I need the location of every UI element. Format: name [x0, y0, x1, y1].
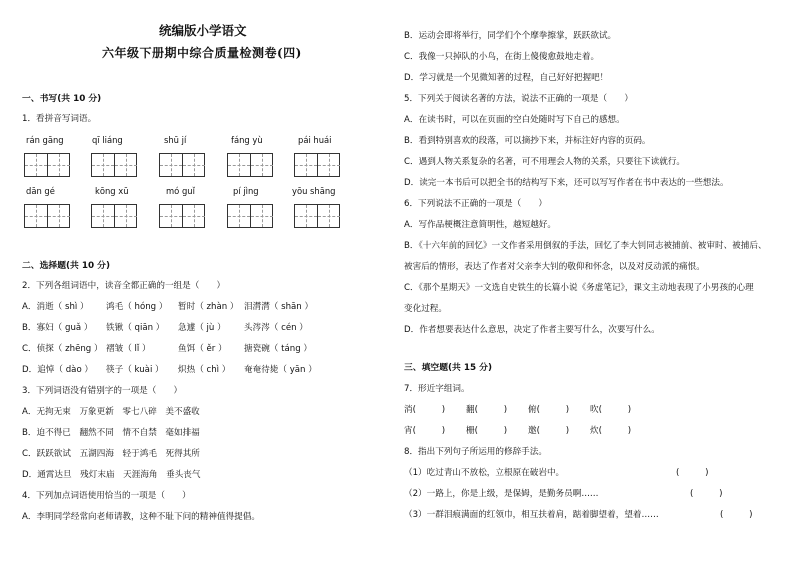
answer-blank[interactable]: ( ) — [720, 510, 753, 520]
question-1: 1．看拼音写词语。 — [22, 114, 97, 124]
answer-blank[interactable]: ( ) — [690, 489, 723, 499]
option-text: C．跃跃欲试 五湖四海 轻于鸿毛 死得其所 — [22, 449, 200, 459]
section-heading-choice: 二、选择题(共 10 分) — [22, 261, 110, 271]
pinyin-label: pí jìng — [233, 186, 259, 196]
question-4: 4．下列加点词语使用恰当的一项是（ ） — [22, 491, 191, 501]
question-3: 3．下列词语没有错别字的一项是（ ） — [22, 386, 183, 396]
option-text: B．《十六年前的回忆》一文作者采用倒叙的手法，回忆了李大钊同志被捕前、被审时、被捕后、 — [404, 241, 767, 251]
option-text: 鱼饵（ ěr ） — [178, 344, 227, 354]
option-text: 铁锹（ qiān ） — [106, 323, 165, 333]
option-text: A．消逝（ shì ） — [22, 302, 89, 312]
writing-grid[interactable] — [24, 153, 70, 177]
option-text: D．读完一本书后可以把全书的结构写下来，还可以写写作者在书中表达的一些想法。 — [404, 178, 729, 188]
question-5: 5．下列关于阅读名著的方法，说法不正确的一项是（ ） — [404, 94, 633, 104]
option-text: 奄奄待毙（ yān ） — [244, 365, 317, 375]
option-text: 头涔涔（ cén ） — [244, 323, 308, 333]
answer-blank[interactable]: ( ) — [676, 468, 709, 478]
pinyin-label: dān gé — [26, 186, 55, 196]
writing-grid[interactable] — [294, 204, 340, 228]
pinyin-label: shū jí — [164, 135, 187, 145]
option-text: 急遽（ jù ） — [178, 323, 226, 333]
option-text: C．我像一只掉队的小鸟，在街上傻傻愈鼓地走着。 — [404, 52, 600, 62]
option-text: B．看到特别喜欢的段落，可以摘抄下来，并标注好内容的页码。 — [404, 136, 651, 146]
pinyin-label: mó guǐ — [166, 186, 195, 196]
option-text: A．写作品梗概注意简明性，越短越好。 — [404, 220, 556, 230]
word-blank[interactable]: 邀( ) — [528, 426, 570, 436]
word-blank[interactable]: 翻( ) — [466, 405, 508, 415]
option-text: C．侦探（ zhēng ） — [22, 344, 103, 354]
page-subtitle: 六年级下册期中综合质量检测卷(四) — [102, 46, 302, 60]
option-text: C．遇到人物关系复杂的名著，可不用理会人物的关系，只要往下读就行。 — [404, 157, 686, 167]
pinyin-label: rán gāng — [26, 135, 64, 145]
writing-grid[interactable] — [227, 204, 273, 228]
option-text: A．无拘无束 万象更新 零七八碎 美不盛收 — [22, 407, 200, 417]
pinyin-label: kōng xū — [95, 186, 129, 196]
option-text: 炽热（ chì ） — [178, 365, 231, 375]
option-text: D．追悼（ dào ） — [22, 365, 94, 375]
option-text: B．运动会即将举行，同学们个个摩拳擦掌，跃跃欲试。 — [404, 31, 617, 41]
option-text: 筷子（ kuài ） — [106, 365, 164, 375]
option-text: D．学习就是一个见微知著的过程，自己好好把握吧！ — [404, 73, 609, 83]
word-blank[interactable]: 消( ) — [404, 405, 446, 415]
sentence-item: （1）吃过青山不放松，立根原在破岩中。 — [404, 468, 565, 478]
option-text: 被害后的情形，表达了作者对父亲李大钊的敬仰和怀念，以及对反动派的痛恨。 — [404, 262, 705, 272]
writing-grid[interactable] — [227, 153, 273, 177]
option-text: D．通霄达旦 残灯末庙 天涯海角 垂头丧气 — [22, 470, 201, 480]
word-blank[interactable]: 吹( ) — [590, 405, 632, 415]
option-text: B．迫不得已 翻然不同 情不自禁 毫如排福 — [22, 428, 200, 438]
section-heading-fill: 三、填空题(共 15 分) — [404, 363, 492, 373]
question-8: 8．指出下列句子所运用的修辞手法。 — [404, 447, 547, 457]
question-6: 6．下列说法不正确的一项是（ ） — [404, 199, 547, 209]
writing-grid[interactable] — [159, 204, 205, 228]
writing-grid[interactable] — [159, 153, 205, 177]
option-text: B．寡妇（ guǎ ） — [22, 323, 93, 333]
pinyin-label: qī liáng — [92, 135, 123, 145]
option-text: 鸿毛（ hóng ） — [106, 302, 168, 312]
sentence-item: （2）一路上，你是上级，是保姆，是勤务员啊…… — [404, 489, 599, 499]
writing-grid[interactable] — [91, 153, 137, 177]
question-7: 7．形近字组词。 — [404, 384, 470, 394]
option-text: 泪潸潸（ shān ） — [244, 302, 314, 312]
pinyin-label: fáng yù — [231, 135, 263, 145]
page-title: 统编版小学语文 — [159, 23, 247, 38]
pinyin-label: pái huái — [298, 135, 332, 145]
option-text: 搪瓷碗（ táng ） — [244, 344, 312, 354]
sentence-item: （3）一群泪痕满面的红领巾，相互扶着肩，踮着脚望着，望着…… — [404, 510, 659, 520]
option-text: D．作者想要表达什么意思，决定了作者主要写什么，次要写什么。 — [404, 325, 660, 335]
section-heading-writing: 一、书写(共 10 分) — [22, 94, 102, 104]
option-text: 暂时（ zhàn ） — [178, 302, 239, 312]
option-text: 褶皱（ lǐ ） — [106, 344, 151, 354]
pinyin-label: yōu shāng — [292, 186, 336, 196]
word-blank[interactable]: 炊( ) — [590, 426, 632, 436]
writing-grid[interactable] — [294, 153, 340, 177]
writing-grid[interactable] — [91, 204, 137, 228]
word-blank[interactable]: 宵( ) — [404, 426, 446, 436]
question-2: 2．下列各组词语中，读音全都正确的一组是（ ） — [22, 281, 226, 291]
option-text: A．李明同学经常向老师请教，这种不耻下问的精神值得提倡。 — [22, 512, 260, 522]
option-text: A．在读书时，可以在页面的空白处随时写下自己的感想。 — [404, 115, 625, 125]
option-text: 变化过程。 — [404, 304, 447, 314]
word-blank[interactable]: 栅( ) — [466, 426, 508, 436]
option-text: C．《那个星期天》一文选自史铁生的长篇小说《务虚笔记》，课文主动地表现了小男孩的心理 — [404, 283, 754, 293]
writing-grid[interactable] — [24, 204, 70, 228]
word-blank[interactable]: 俯( ) — [528, 405, 570, 415]
